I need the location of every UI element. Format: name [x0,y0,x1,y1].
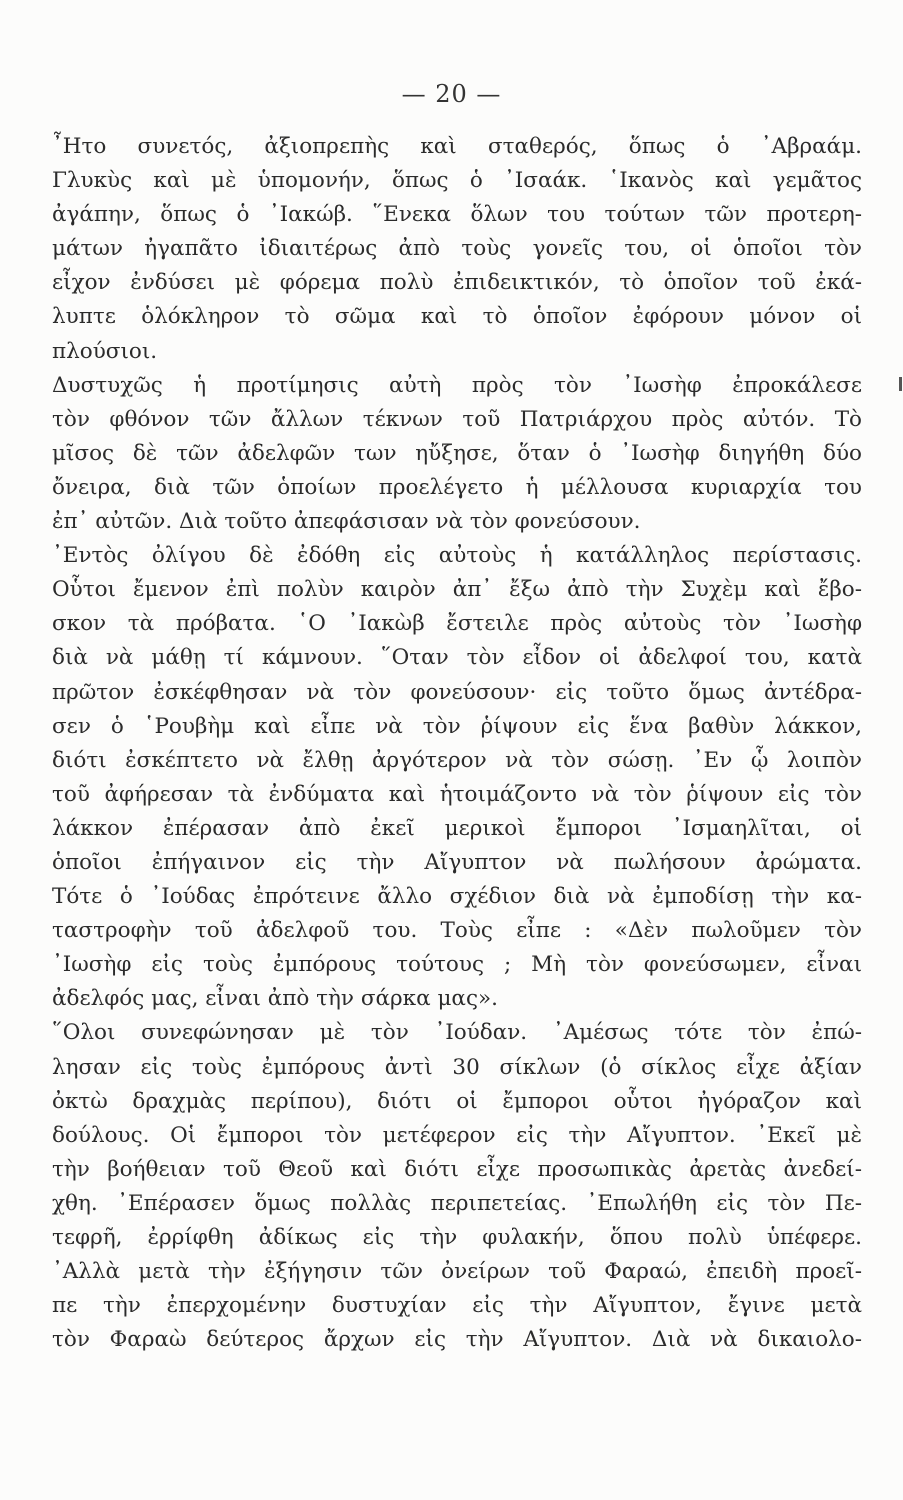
text-line: λάκκον ἐπέρασαν ἀπὸ ἐκεῖ μερικοὶ ἔμποροι ᾿Ισμαηλῖται, οἱ [52,815,862,841]
text-line: Γλυκὺς καὶ μὲ ὑπομονήν, ὅπως ὁ ᾿Ισαάκ. ῾Ικανὸς καὶ γεμᾶτος [52,168,862,194]
text-line: δούλους. Οἱ ἔμποροι τὸν μετέφερον εἰς τὴν Αἴγυπτον. ᾿Εκεῖ μὲ [52,1122,862,1148]
text-line: μῖσος δὲ τῶν ἀδελφῶν των ηὔξησε, ὅταν ὁ ᾿Ιωσὴφ διηγήθη δύο [52,440,862,466]
text-line: λησαν εἰς τοὺς ἐμπόρους ἀντὶ 30 σίκλων (ὁ σίκλος εἶχε ἀξίαν [52,1054,862,1080]
scan-edge-mark [899,377,902,391]
text-line: ῏Ητο συνετός, ἀξιοπρεπὴς καὶ σταθερός, ὅπως ὁ ᾿Αβραάμ. [52,134,862,159]
text-line: διότι ἐσκέπτετο νὰ ἔλθῃ ἀργότερον νὰ τὸν σώσῃ. ᾿Εν ᾧ λοιπὸν [52,747,862,773]
text-line: ἐπ᾿ αὐτῶν. Διὰ τοῦτο ἀπεφάσισαν νὰ τὸν φονεύσουν. [52,509,641,535]
text-line: τὴν βοήθειαν τοῦ Θεοῦ καὶ διότι εἶχε προσωπικὰς ἀρετὰς ἀνεδεί- [52,1156,862,1182]
text-line: ἀδελφός μας, εἶναι ἀπὸ τὴν σάρκα μας». [52,986,498,1012]
text-line: ὀκτὼ δραχμὰς περίπου), διότι οἱ ἔμποροι οὗτοι ἠγόραζον καὶ [52,1088,862,1114]
text-line: σκον τὰ πρόβατα. ῾Ο ᾿Ιακὼβ ἔστειλε πρὸς αὐτοὺς τὸν ᾿Ιωσὴφ [52,611,862,637]
text-line: πρῶτον ἐσκέφθησαν νὰ τὸν φονεύσουν· εἰς τοῦτο ὅμως ἀντέδρα- [52,679,862,705]
text-line: ἀγάπην, ὅπως ὁ ᾿Ιακώβ. ῞Ενεκα ὅλων του τούτων τῶν προτερη- [52,202,862,228]
text-line: εἶχον ἐνδύσει μὲ φόρεμα πολὺ ἐπιδεικτικόν, τὸ ὁποῖον τοῦ ἐκά- [52,270,862,296]
body-text [52,130,862,1357]
text-line: Τότε ὁ ᾿Ιούδας ἐπρότεινε ἄλλο σχέδιον διὰ νὰ ἐμποδίσῃ τὴν κα- [52,884,862,910]
text-line: ᾿Εντὸς ὀλίγου δὲ ἐδόθη εἰς αὐτοὺς ἡ κατάλληλος περίστασις. [52,543,862,569]
text-line: Δυστυχῶς ἡ προτίμησις αὐτὴ πρὸς τὸν ᾿Ιωσὴφ ἐπροκάλεσε [52,372,862,398]
text-line: τὸν Φαραὼ δεύτερος ἄρχων εἰς τὴν Αἴγυπτον. Διὰ νὰ δικαιολο- [52,1327,862,1353]
text-line: λυπτε ὁλόκληρον τὸ σῶμα καὶ τὸ ὁποῖον ἐφόρουν μόνον οἱ [52,304,862,330]
page-number: — 20 — [401,80,502,108]
text-line: τοῦ ἀφήρεσαν τὰ ἐνδύματα καὶ ἡτοιμάζοντο νὰ τὸν ῥίψουν εἰς τὸν [52,781,862,807]
text-line: σεν ὁ ῾Ρουβὴμ καὶ εἶπε νὰ τὸν ῥίψουν εἰς ἕνα βαθὺν λάκκον, [52,713,862,739]
text-line: ὁποῖοι ἐπήγαινον εἰς τὴν Αἴγυπτον νὰ πωλήσουν ἀρώματα. [52,849,862,875]
text-line: ᾿Ιωσὴφ εἰς τοὺς ἐμπόρους τούτους ; Μὴ τὸν φονεύσωμεν, εἶναι [52,952,862,978]
text-line: Οὗτοι ἔμενον ἐπὶ πολὺν καιρὸν ἀπ᾿ ἔξω ἀπὸ τὴν Συχὲμ καὶ ἔβο- [52,577,862,603]
text-line: πε τὴν ἐπερχομένην δυστυχίαν εἰς τὴν Αἴγυπτον, ἔγινε μετὰ [52,1293,862,1319]
text-line: πλούσιοι. [52,338,158,364]
text-line: ᾿Αλλὰ μετὰ τὴν ἐξήγησιν τῶν ὀνείρων τοῦ Φαραώ, ἐπειδὴ προεῖ- [52,1259,862,1285]
text-line: ταστροφὴν τοῦ ἀδελφοῦ του. Τοὺς εἶπε : «Δὲν πωλοῦμεν τὸν [52,918,862,944]
text-line: ῞Ολοι συνεφώνησαν μὲ τὸν ᾿Ιούδαν. ᾿Αμέσως τότε τὸν ἐπώ- [52,1020,862,1046]
text-line: μάτων ἠγαπᾶτο ἰδιαιτέρως ἀπὸ τοὺς γονεῖς του, οἱ ὁποῖοι τὸν [52,236,862,262]
text-line: τὸν φθόνον τῶν ἄλλων τέκνων τοῦ Πατριάρχου πρὸς αὐτόν. Τὸ [52,406,862,432]
text-line: τεφρῆ, ἐρρίφθη ἀδίκως εἰς τὴν φυλακήν, ὅπου πολὺ ὑπέφερε. [52,1225,862,1250]
text-line: διὰ νὰ μάθῃ τί κάμνουν. ῞Οταν τὸν εἶδον οἱ ἀδελφοί του, κατὰ [52,645,862,671]
text-line: χθη. ᾿Επέρασεν ὅμως πολλὰς περιπετείας. ᾿Επωλήθη εἰς τὸν Πε- [52,1190,862,1216]
text-line: ὄνειρα, διὰ τῶν ὁποίων προελέγετο ἡ μέλλουσα κυριαρχία του [52,474,862,500]
